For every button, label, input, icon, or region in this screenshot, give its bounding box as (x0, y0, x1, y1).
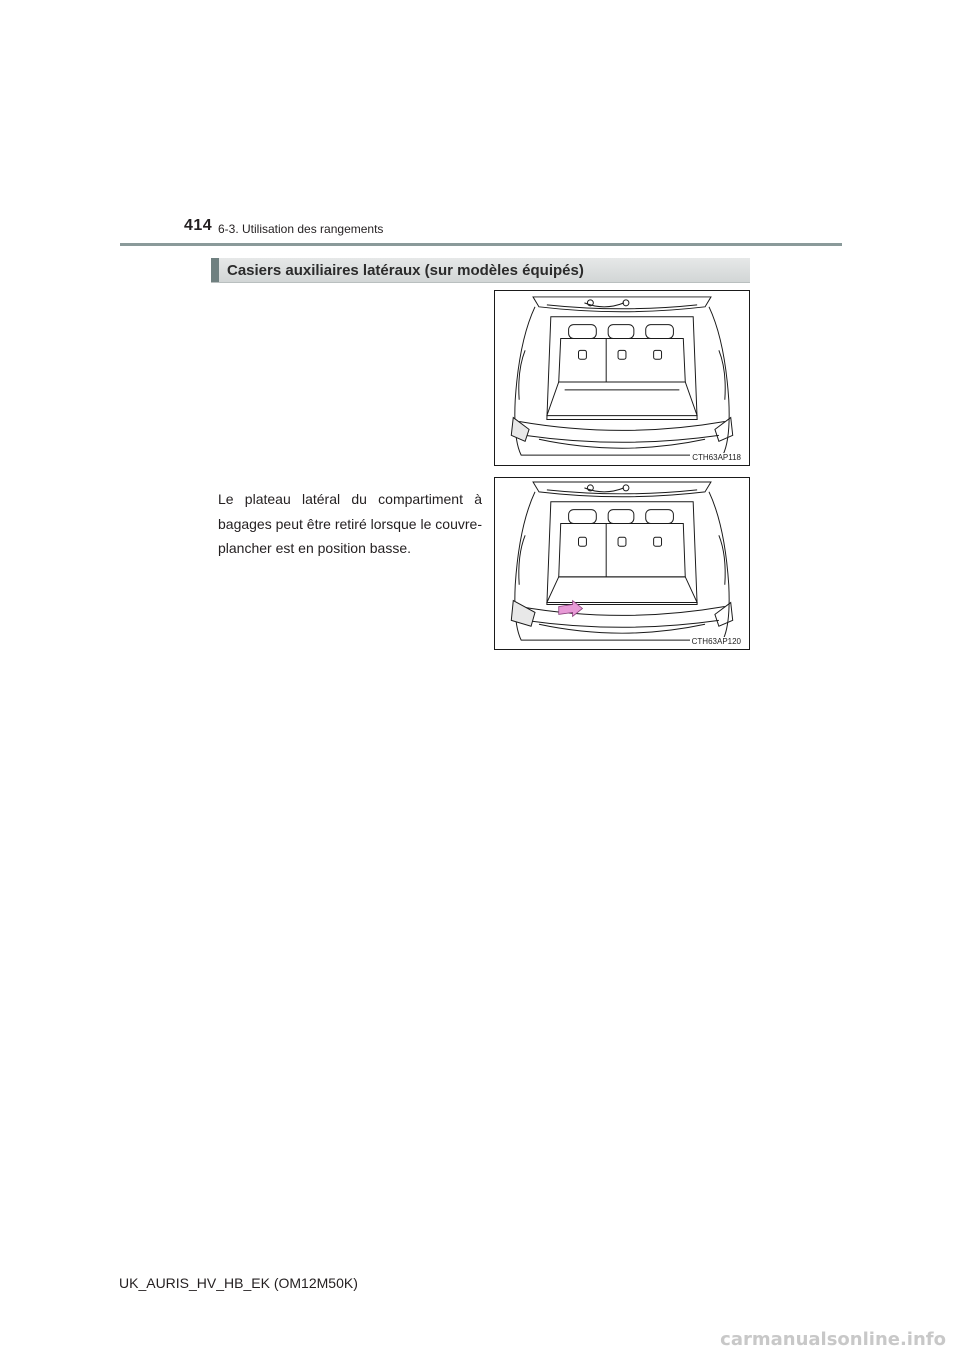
watermark: carmanualsonline.info (720, 1329, 946, 1350)
section-title: 6-3. Utilisation des rangements (218, 222, 384, 236)
figure-code: CTH63AP120 (691, 637, 741, 646)
page-number: 414 (184, 217, 213, 234)
trunk-illustration-2 (495, 478, 749, 649)
footer-model-code: UK_AURIS_HV_HB_EK (OM12M50K) (119, 1275, 358, 1291)
figure-trunk-illustration (494, 290, 750, 466)
trunk-illustration-1 (495, 291, 749, 465)
body-paragraph: Le plateau latéral du compartiment à bagages peut être retiré lorsque le couvre-plancher est en position basse. (218, 491, 482, 556)
subheading-title: Casiers auxiliaires latéraux (sur modèles équipés) (227, 262, 584, 279)
subheading-accent-bar (211, 258, 219, 282)
header-divider (120, 243, 842, 246)
subheading-box (211, 258, 750, 283)
figure-trunk-removal-illustration (494, 477, 750, 650)
figure-code: CTH63AP118 (692, 453, 741, 462)
